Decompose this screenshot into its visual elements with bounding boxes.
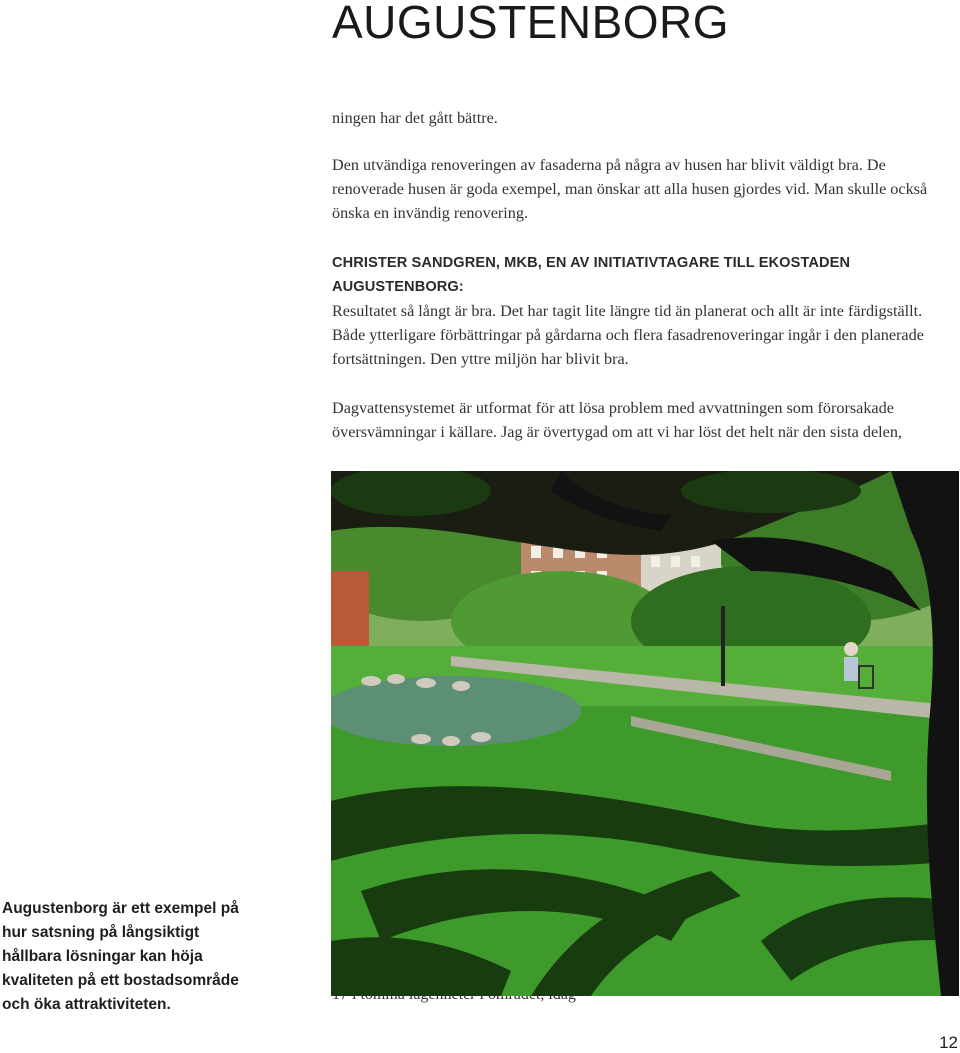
paragraph-continuation: ningen har det gått bättre. [332,109,498,127]
park-photo-icon [331,471,959,996]
interview-paragraph-result: Resultatet så långt är bra. Det har tagit lite längre tid än planerat och allt är inte färdigställt. Både ytterligare förbättringar på gårdarna och flera fasadrenoveringar ingår i den planerade fortsättningen. Den yttre miljön har blivit bra. [332,302,924,368]
page-number: 12 [939,1033,958,1052]
photo-caption: Augustenborg är ett exempel på hur satsning på långsiktigt hållbara lösningar kan höja kvaliteten på ett bostadsområde och öka attraktiviteten. [0,895,260,1021]
page-title: AUGUSTENBORG [332,0,730,48]
interview-heading: CHRISTER SANDGREN, MKB, EN AV INITIATIVTAGARE TILL EKOSTADEN AUGUSTENBORG: [332,255,851,295]
interview-paragraph-drainage: Dagvattensystemet är utformat för att lösa problem med avvattningen som förorsakade översvämningar i källare. Jag är övertygad om att vi har löst det helt när den sista delen, [332,399,902,441]
paragraph-renovation: Den utvändiga renoveringen av fasaderna på några av husen har blivit väldigt bra. De renoverade husen är goda exempel, man önskar att alla husen gjordes vid. Man skulle också önska en invändig renovering. [332,156,928,222]
